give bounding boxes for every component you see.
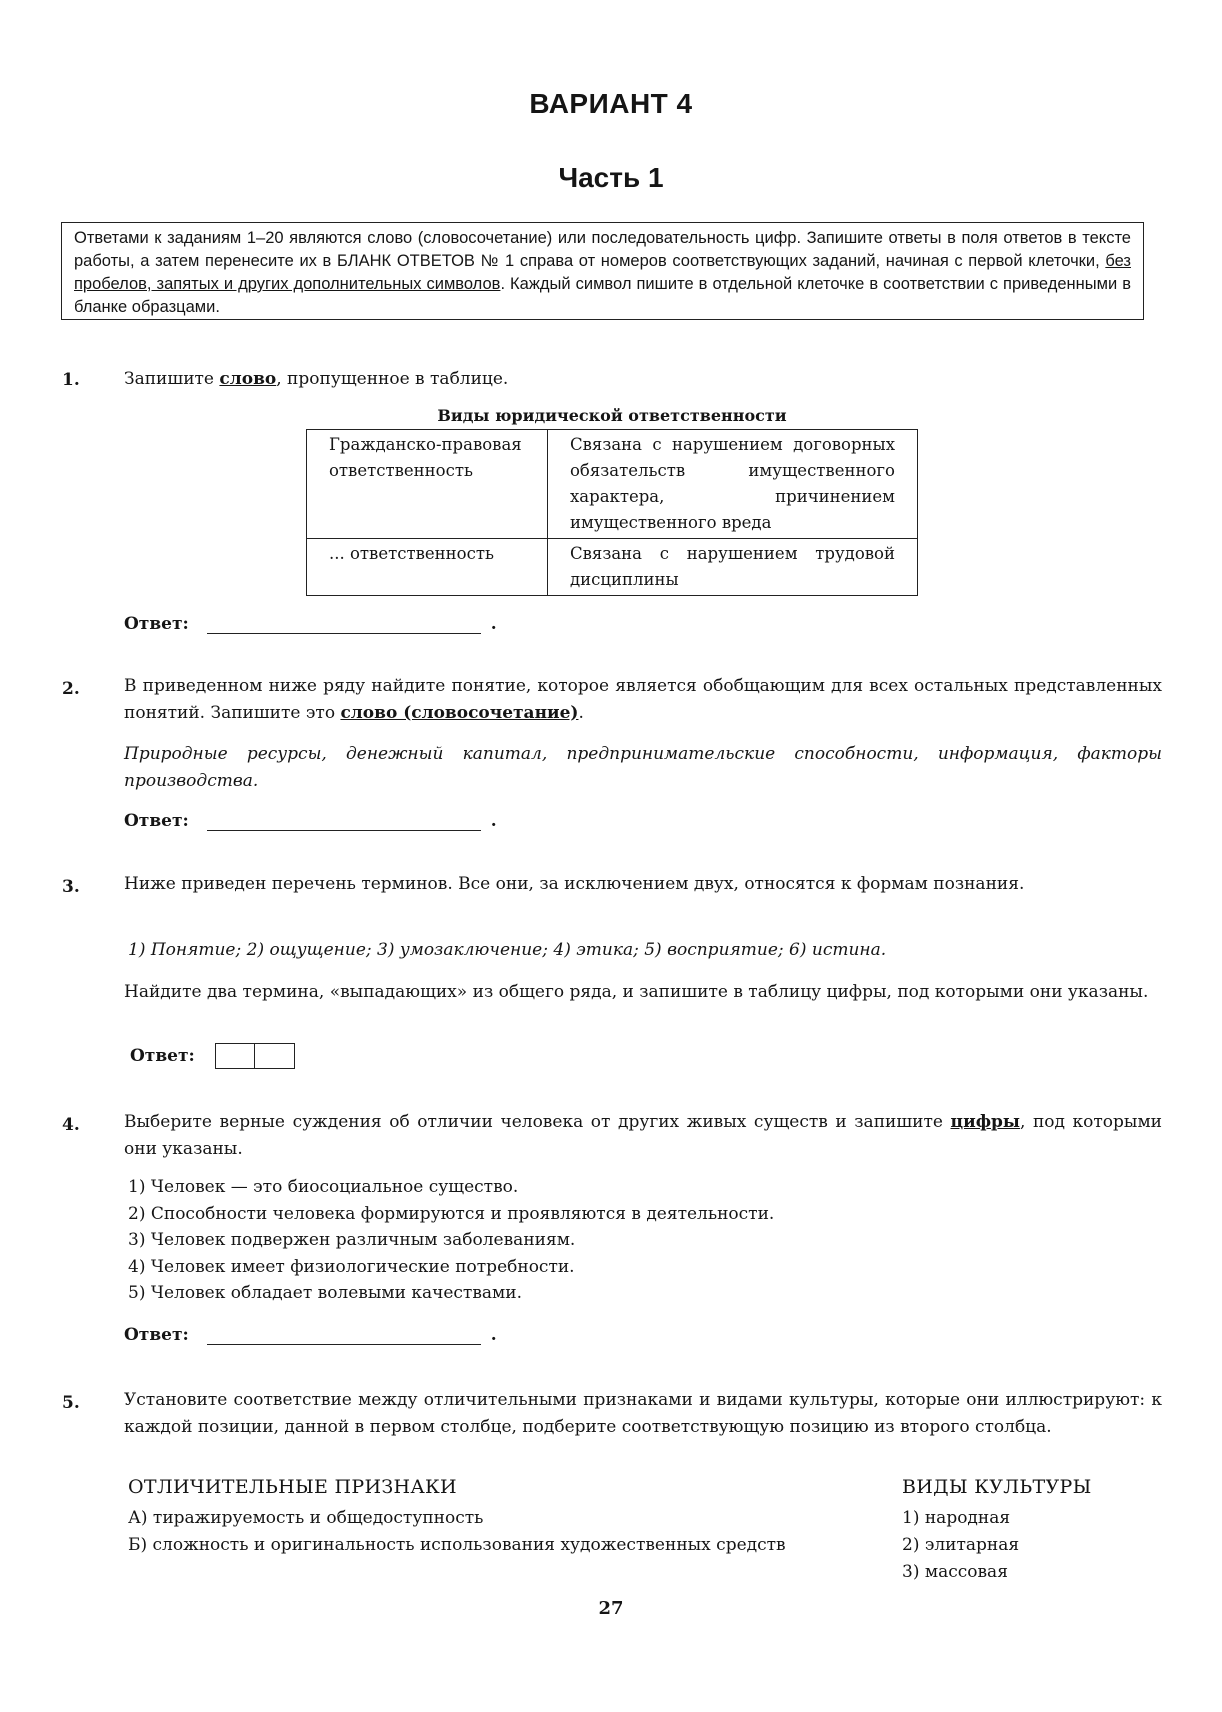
answer-cell[interactable] bbox=[215, 1043, 255, 1069]
q4-text-emphasis: цифры bbox=[950, 1112, 1020, 1132]
q1-text-emphasis: слово bbox=[219, 369, 277, 389]
q3-text: Ниже приведен перечень терминов. Все они, за исключением двух, относятся к формам познания. bbox=[124, 874, 1025, 894]
q5-right-header: ВИДЫ КУЛЬТУРЫ bbox=[902, 1476, 1092, 1498]
answer-label: Ответ: bbox=[124, 811, 189, 831]
q2-text-end: . bbox=[578, 703, 584, 723]
q1-text-start: Запишите bbox=[124, 369, 220, 389]
q5-left-items bbox=[128, 1505, 828, 1559]
table-cell-type-missing: ... ответственность bbox=[307, 539, 548, 596]
q4-answer-field[interactable] bbox=[207, 1326, 481, 1345]
answer-cell[interactable] bbox=[255, 1043, 295, 1069]
q1-answer-row bbox=[124, 614, 497, 634]
q3-answer-row bbox=[130, 1043, 295, 1069]
q4-text-start: Выберите верные суждения об отличии человека от других живых существ и запишите bbox=[124, 1112, 951, 1132]
list-item: 5) Человек обладает волевыми качествами. bbox=[128, 1283, 522, 1303]
answer-dot: . bbox=[490, 811, 497, 831]
list-item: А) тиражируемость и общедоступность bbox=[128, 1508, 484, 1528]
list-item: 2) Способности человека формируются и проявляются в деятельности. bbox=[128, 1203, 775, 1224]
q1-answer-field[interactable] bbox=[207, 615, 481, 634]
instructions-box bbox=[61, 222, 1144, 320]
answer-label: Ответ: bbox=[124, 1325, 189, 1345]
q5-left-header: ОТЛИЧИТЕЛЬНЫЕ ПРИЗНАКИ bbox=[128, 1476, 457, 1498]
q3-answer-cells bbox=[215, 1043, 295, 1069]
q2-answer-field[interactable] bbox=[207, 812, 481, 831]
page-number: 27 bbox=[598, 1598, 624, 1619]
q3-number: 3. bbox=[62, 877, 80, 897]
q4-number: 4. bbox=[62, 1115, 80, 1135]
list-item: 2) элитарная bbox=[902, 1535, 1020, 1555]
part-title: Часть 1 bbox=[558, 162, 664, 193]
q3-terms: 1) Понятие; 2) ощущение; 3) умозаключение; 4) этика; 5) восприятие; 6) истина. bbox=[128, 940, 887, 960]
list-item: 3) массовая bbox=[902, 1562, 1008, 1582]
table-cell-description: Связана с нарушением трудовой дисциплины bbox=[548, 539, 918, 596]
answer-label: Ответ: bbox=[124, 614, 189, 634]
list-item: 3) Человек подвержен различным заболеваниям. bbox=[128, 1230, 576, 1250]
instructions-underlined-text: без пробелов, запятых и других дополнительных символов bbox=[74, 252, 1131, 293]
q2-number: 2. bbox=[62, 679, 80, 699]
q1-number: 1. bbox=[62, 370, 80, 390]
list-item: 4) Человек имеет физиологические потребности. bbox=[128, 1256, 575, 1277]
q5-right-items bbox=[902, 1505, 1019, 1586]
q5-number: 5. bbox=[62, 1393, 80, 1413]
q2-text-start: В приведенном ниже ряду найдите понятие, которое является обобщающим для всех остальных представленных понятий. Запишите это bbox=[124, 676, 1162, 723]
q2-text bbox=[124, 673, 1162, 727]
q1-table bbox=[306, 429, 918, 596]
instructions-text: Ответами к заданиям 1–20 являются слово (словосочетание) или последовательность цифр. Запишите ответы в поля ответов в тексте работы, а затем перенесите их в БЛАНК ОТВЕТОВ № 1 справа от номеров соответствующих заданий, начиная с первой клеточки, bbox=[74, 229, 1131, 270]
q4-text bbox=[124, 1109, 1162, 1163]
list-item: 1) народная bbox=[902, 1508, 1011, 1528]
q4-options bbox=[128, 1174, 774, 1307]
q4-text-end: , под которыми они указаны. bbox=[124, 1112, 1163, 1159]
table-row bbox=[307, 430, 918, 539]
answer-dot: . bbox=[490, 1325, 497, 1345]
q4-answer-row bbox=[124, 1325, 497, 1345]
answer-label: Ответ: bbox=[130, 1046, 195, 1066]
instructions-text-end: . Каждый символ пишите в отдельной клеточке в соответствии с приведенными в бланке образцами. bbox=[74, 275, 1131, 316]
q2-text-emphasis: слово (словосочетание) bbox=[340, 703, 579, 723]
table-cell-description: Связана с нарушением договорных обязательств имущественного характера, причинением имущественного вреда bbox=[548, 430, 918, 539]
answer-dot: . bbox=[490, 614, 497, 634]
q1-text bbox=[124, 366, 1162, 393]
q5-text: Установите соответствие между отличительными признаками и видами культуры, которые они иллюстрируют: к каждой позиции, данной в первом столбце, подберите соответствующую позицию из второго столбца. bbox=[124, 1390, 1162, 1437]
list-item: Б) сложность и оригинальность использования художественных средств bbox=[128, 1535, 786, 1555]
q1-table-caption: Виды юридической ответственности bbox=[437, 406, 787, 425]
list-item: 1) Человек — это биосоциальное существо. bbox=[128, 1177, 519, 1197]
q2-series: Природные ресурсы, денежный капитал, предпринимательские способности, информация, факторы производства. bbox=[124, 744, 1162, 791]
q3-task: Найдите два термина, «выпадающих» из общего ряда, и запишите в таблицу цифры, под которыми они указаны. bbox=[124, 982, 1149, 1002]
q1-text-end: , пропущенное в таблице. bbox=[276, 369, 509, 389]
table-row bbox=[307, 539, 918, 596]
variant-title: ВАРИАНТ 4 bbox=[529, 88, 693, 119]
q2-answer-row bbox=[124, 811, 497, 831]
table-cell-type: Гражданско-правовая ответственность bbox=[307, 430, 548, 539]
